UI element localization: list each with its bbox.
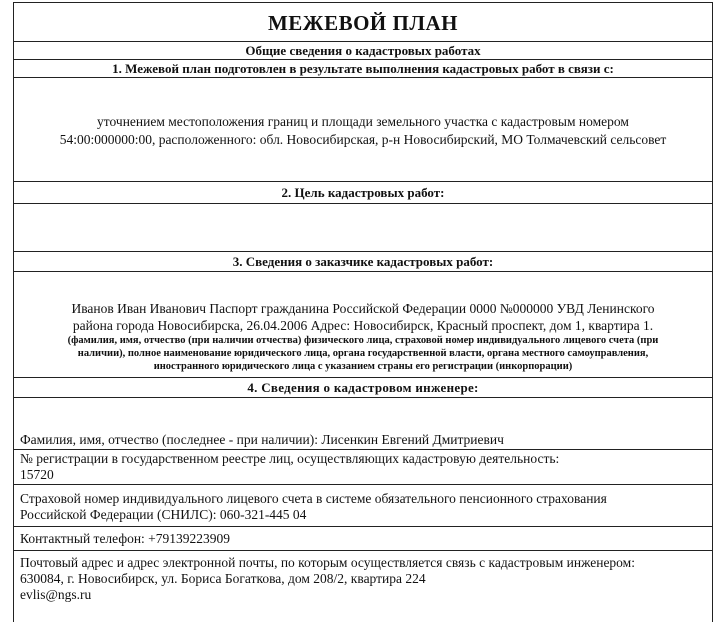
address-line1: Почтовый адрес и адрес электронной почты, по которым осуществляется связь с кадастровым инженером:: [20, 555, 635, 570]
survey-plan-document: [13, 2, 713, 622]
address-cell: [14, 550, 712, 610]
section3-header: 3. Сведения о заказчике кадастровых работ:: [14, 251, 712, 271]
section3-body: [14, 271, 712, 377]
registration-label: № регистрации в государственном реестре лиц, осуществляющих кадастровую деятельность:: [20, 451, 560, 466]
registration-cell: [14, 449, 712, 484]
contact-phone: Контактный телефон: +79139223909: [20, 531, 231, 546]
section4-header: 4. Сведения о кадастровом инженере:: [14, 377, 712, 397]
registration-number: 15720: [20, 467, 54, 482]
email: evlis@ngs.ru: [20, 587, 92, 602]
document-title: МЕЖЕВОЙ ПЛАН: [14, 2, 712, 41]
snils-line1: Страховой номер индивидуального лицевого счета в системе обязательного пенсионного страхования: [20, 491, 607, 506]
snils-cell: [14, 484, 712, 526]
customer-line2: района города Новосибирска, 26.04.2006 Адрес: Новосибирск, Красный проспект, дом 1, квартира 1.: [72, 318, 654, 333]
general-info-header: Общие сведения о кадастровых работах: [14, 41, 712, 59]
section2-header: 2. Цель кадастровых работ:: [14, 181, 712, 203]
section1-text-line2: 54:00:000000:00, расположенного: обл. Новосибирская, р-н Новосибирский, МО Толмачевский сельсовет: [59, 132, 667, 147]
engineer-name: Фамилия, имя, отчество (последнее - при наличии): Лисенкин Евгений Дмитриевич: [20, 432, 504, 447]
section1-body: [14, 77, 712, 181]
phone-cell: [14, 526, 712, 550]
customer-line1: Иванов Иван Иванович Паспорт гражданина Российской Федерации 0000 №000000 УВД Ленинского: [71, 301, 655, 316]
customer-note-line2: наличии), полное наименование юридического лица, органа государственной власти, органа местного самоуправления,: [77, 348, 649, 359]
customer-note-line1: (фамилия, имя, отчество (при наличии отчества) физического лица, страховой номер индивидуального лицевого счета (при: [67, 335, 659, 346]
customer-note-line3: иностранного юридического лица с указанием страны его регистрации (инкорпорации): [153, 361, 573, 372]
address-line2: 630084, г. Новосибирск, ул. Бориса Богаткова, дом 208/2, квартира 224: [20, 571, 426, 586]
section2-body: [14, 203, 712, 251]
section1-text-line1: уточнением местоположения границ и площади земельного участка с кадастровым номером: [97, 114, 629, 129]
section1-header: 1. Межевой план подготовлен в результате выполнения кадастровых работ в связи с:: [14, 59, 712, 77]
engineer-name-cell: [14, 397, 712, 449]
snils-line2: Российской Федерации (СНИЛС): 060-321-445 04: [20, 507, 307, 522]
